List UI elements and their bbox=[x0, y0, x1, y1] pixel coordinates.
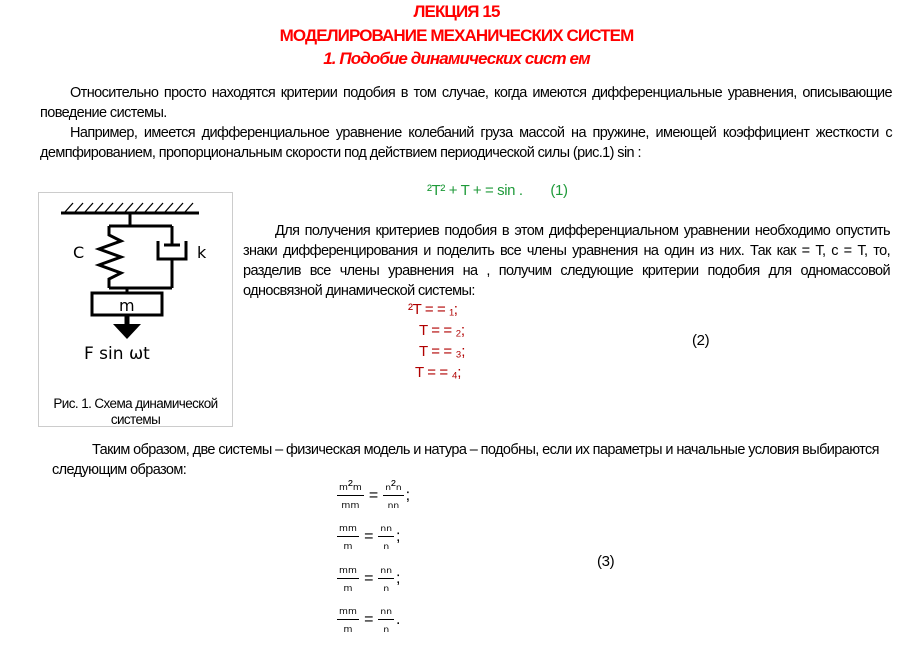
label-c: C bbox=[73, 243, 85, 262]
label-force: F sin ωt bbox=[84, 344, 150, 364]
topic-title: МОДЕЛИРОВАНИЕ МЕХАНИЧЕСКИХ СИСТЕМ bbox=[279, 26, 634, 45]
model-fraction: $\frac{\text{ₘₘ}}{\text{ₘ}}$ bbox=[339, 561, 358, 595]
nature-fraction: $\frac{\text{ₙₙ}}{\text{ₙ}}$ bbox=[380, 561, 392, 595]
figure-caption: Рис. 1. Схема динамической системы bbox=[53, 396, 218, 427]
label-k: k bbox=[197, 243, 207, 262]
intro-paragraph-2: Например, имеется дифференциальное уравнение колебаний груза массой на пружине, имеющей коэффициент жесткости с демпфированием, пропорциональным скорости под действием периодической силы (рис.1) sin : bbox=[40, 125, 892, 161]
section-title: 1. Подобие динамических сист ем bbox=[323, 49, 590, 68]
similarity-row-3: $\frac{\text{ₘₘ}}{\text{ₘ}}$ = $\frac{\text{ₙₙ}}{\text{ₙ}}$ ; bbox=[339, 561, 401, 595]
criterion-line-2: T = = ₂; bbox=[419, 322, 465, 339]
lecture-title: ЛЕКЦИЯ 15 bbox=[413, 2, 500, 21]
model-fraction: $\frac{\text{ₘₘ}}{\text{ₘ}}$ bbox=[339, 519, 358, 553]
conclusion-paragraph: Таким образом, две системы – физическая модель и натура – подобны, если их параметры и начальные условия выбираются следующим образом: bbox=[52, 442, 879, 478]
equation-2-number: (2) bbox=[692, 332, 710, 349]
equation-3-number: (3) bbox=[597, 553, 615, 570]
spring-damper-diagram bbox=[39, 193, 232, 393]
label-m: m bbox=[119, 296, 135, 315]
similarity-row-4: $\frac{\text{ₘₘ}}{\text{ₘ}}$ = $\frac{\text{ₙₙ}}{\text{ₙ}}$ . bbox=[339, 602, 401, 636]
criteria-paragraph: Для получения критериев подобия в этом дифференциальном уравнении необходимо опустить знаки дифференцирования и поделить все члены уравнения на один из них. Так как = T, с = T, то, разделив все члены уравнения на , получим следующие критерии подобия для одномассовой односвязной динамической системы: bbox=[243, 223, 890, 299]
nature-fraction: $\frac{\text{ₙₙ}}{\text{ₙ}}$ bbox=[380, 602, 392, 636]
similarity-row-1: $\frac{\text{ₘ²ₘ}}{\text{ₘₘ}}$ = $\frac{\text{ₙ²ₙ}}{\text{ₙₙ}}$ ; bbox=[339, 478, 411, 512]
equation-1 bbox=[427, 182, 568, 199]
model-fraction: $\frac{\text{ₘₘ}}{\text{ₘ}}$ bbox=[339, 602, 358, 636]
model-fraction: $\frac{\text{ₘ²ₘ}}{\text{ₘₘ}}$ bbox=[339, 478, 362, 512]
figure-dynamic-system bbox=[38, 192, 233, 427]
nature-fraction: $\frac{\text{ₙ²ₙ}}{\text{ₙₙ}}$ bbox=[385, 478, 402, 512]
equation-1-number: (1) bbox=[550, 182, 568, 199]
criterion-line-4: T = = ₄; bbox=[415, 364, 462, 381]
similarity-row-2: $\frac{\text{ₘₘ}}{\text{ₘ}}$ = $\frac{\text{ₙₙ}}{\text{ₙ}}$ ; bbox=[339, 519, 401, 553]
intro-paragraph-1: Относительно просто находятся критерии подобия в том случае, когда имеются дифференциальные уравнения, описывающие поведение системы. bbox=[40, 85, 892, 121]
equation-1-body: ²T² + T + = sin . bbox=[427, 182, 523, 199]
criterion-line-1: ²T = = ₁; bbox=[408, 301, 458, 318]
criterion-line-3: T = = ₃; bbox=[419, 343, 465, 360]
nature-fraction: $\frac{\text{ₙₙ}}{\text{ₙ}}$ bbox=[380, 519, 392, 553]
